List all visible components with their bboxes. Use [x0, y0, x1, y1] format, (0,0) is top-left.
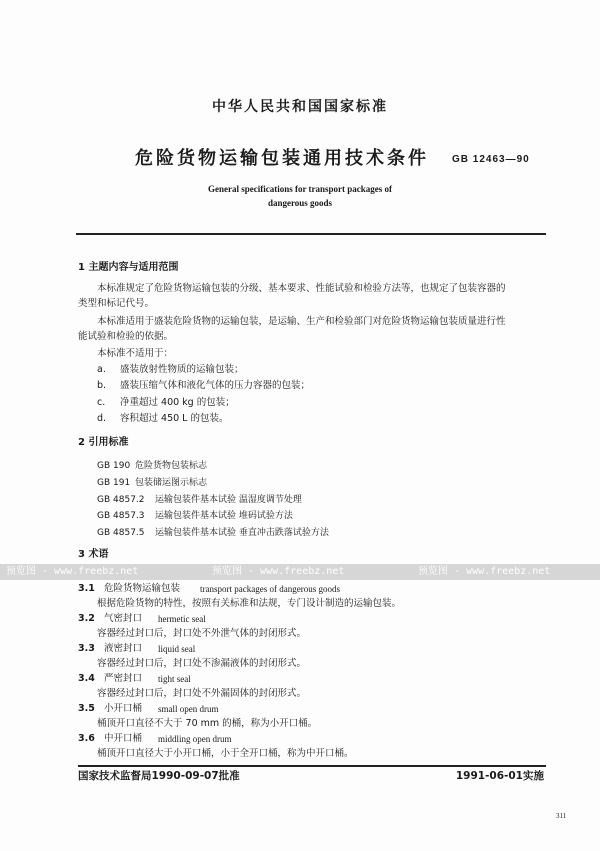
list-mark: d. [97, 413, 107, 424]
term-en: tight seal [158, 674, 191, 684]
effective-date: 1991-06-01实施 [455, 770, 544, 782]
paragraph-line: 本标准不适用于： [97, 348, 174, 359]
term-number: 3.5 [78, 703, 95, 714]
ref-code: GB 191 [97, 478, 131, 488]
term-en: transport packages of dangerous goods [200, 584, 340, 594]
term-zh: 严密封口 [104, 673, 143, 684]
paragraph-line: 本标准规定了危险货物运输包装的分级、基本要求、性能试验和检验方法等，也规定了包装容器的 [97, 283, 506, 294]
ref-title: 包装储运图示标志 [135, 478, 208, 488]
term-en: liquid seal [158, 644, 196, 654]
term-en: hermetic seal [158, 614, 206, 624]
english-title-line-2: dangerous goods [267, 198, 333, 208]
footer-divider [78, 765, 546, 767]
english-title-line-1: General specifications for transport packages of [207, 184, 393, 194]
ref-code: GB 4857.2 [97, 495, 145, 505]
term-definition: 容器经过封口后，封口处不渗漏液体的封闭形式。 [97, 658, 307, 669]
ref-code: GB 4857.3 [97, 511, 145, 521]
term-definition: 桶顶开口直径不大于 70 mm 的桶，称为小开口桶。 [97, 718, 318, 729]
term-definition: 桶顶开口直径大于小开口桶，小于全开口桶，称为中开口桶。 [97, 748, 354, 759]
paragraph-line: 类型和标记代号。 [78, 298, 155, 309]
ref-title: 危险货物包装标志 [135, 461, 208, 471]
term-zh: 中开口桶 [104, 733, 143, 744]
paragraph-line: 能试验和检验的依据。 [78, 331, 174, 342]
term-number: 3.4 [78, 673, 95, 684]
ref-code: GB 4857.5 [97, 528, 145, 538]
term-number: 3.3 [78, 643, 95, 654]
section-2-heading: 2 引用标准 [78, 437, 129, 448]
term-number: 3.2 [78, 613, 95, 624]
term-zh: 危险货物运输包装 [104, 583, 181, 594]
term-en: middling open drum [158, 734, 232, 744]
term-number: 3.6 [78, 733, 95, 744]
term-zh: 小开口桶 [104, 703, 143, 714]
document-title: 危险货物运输包装通用技术条件 [135, 148, 429, 169]
page-number: 311 [556, 812, 567, 820]
term-number: 3.1 [78, 583, 95, 594]
term-zh: 气密封口 [104, 613, 143, 624]
term-zh: 液密封口 [104, 643, 143, 654]
list-item: 容积超过 450 L 的包装。 [120, 413, 229, 424]
term-en: small open drum [158, 704, 219, 714]
standard-code: GB 12463—90 [452, 154, 530, 165]
list-mark: a. [97, 364, 106, 375]
list-item: 净重超过 400 kg 的包装； [120, 397, 235, 408]
term-definition: 容器经过封口后，封口处不外泄气体的封闭形式。 [97, 628, 307, 639]
approval-date: 国家技术监督局1990-09-07批准 [78, 770, 240, 782]
issuing-org: 中华人民共和国国家标准 [212, 99, 388, 115]
paragraph-line: 本标准适用于盛装危险货物的运输包装，是运输、生产和检验部门对危险货物运输包装质量进行性 [97, 316, 506, 327]
term-definition: 容器经过封口后，封口处不外漏固体的封闭形式。 [97, 688, 307, 699]
list-mark: c. [97, 397, 106, 408]
ref-title: 运输包装件基本试验 堆码试验方法 [155, 511, 293, 521]
watermark-text: 预览图 - www.freebz.net [418, 566, 551, 577]
section-3-heading: 3 术语 [78, 549, 109, 560]
ref-code: GB 190 [97, 461, 131, 471]
watermark-text: 预览图 - www.freebz.net [212, 566, 345, 577]
term-definition: 根据危险货物的特性，按照有关标准和法规，专门设计制造的运输包装。 [97, 598, 402, 609]
ref-title: 运输包装件基本试验 温湿度调节处理 [155, 495, 302, 505]
list-item: 盛装压缩气体和液化气体的压力容器的包装； [120, 380, 311, 391]
watermark-text: 预览图 - www.freebz.net [6, 566, 139, 577]
header-divider [76, 233, 546, 235]
list-mark: b. [97, 380, 107, 391]
section-1-heading: 1 主题内容与适用范围 [78, 262, 179, 273]
ref-title: 运输包装件基本试验 垂直冲击跌落试验方法 [155, 528, 329, 538]
list-item: 盛装放射性物质的运输包装； [120, 364, 244, 375]
